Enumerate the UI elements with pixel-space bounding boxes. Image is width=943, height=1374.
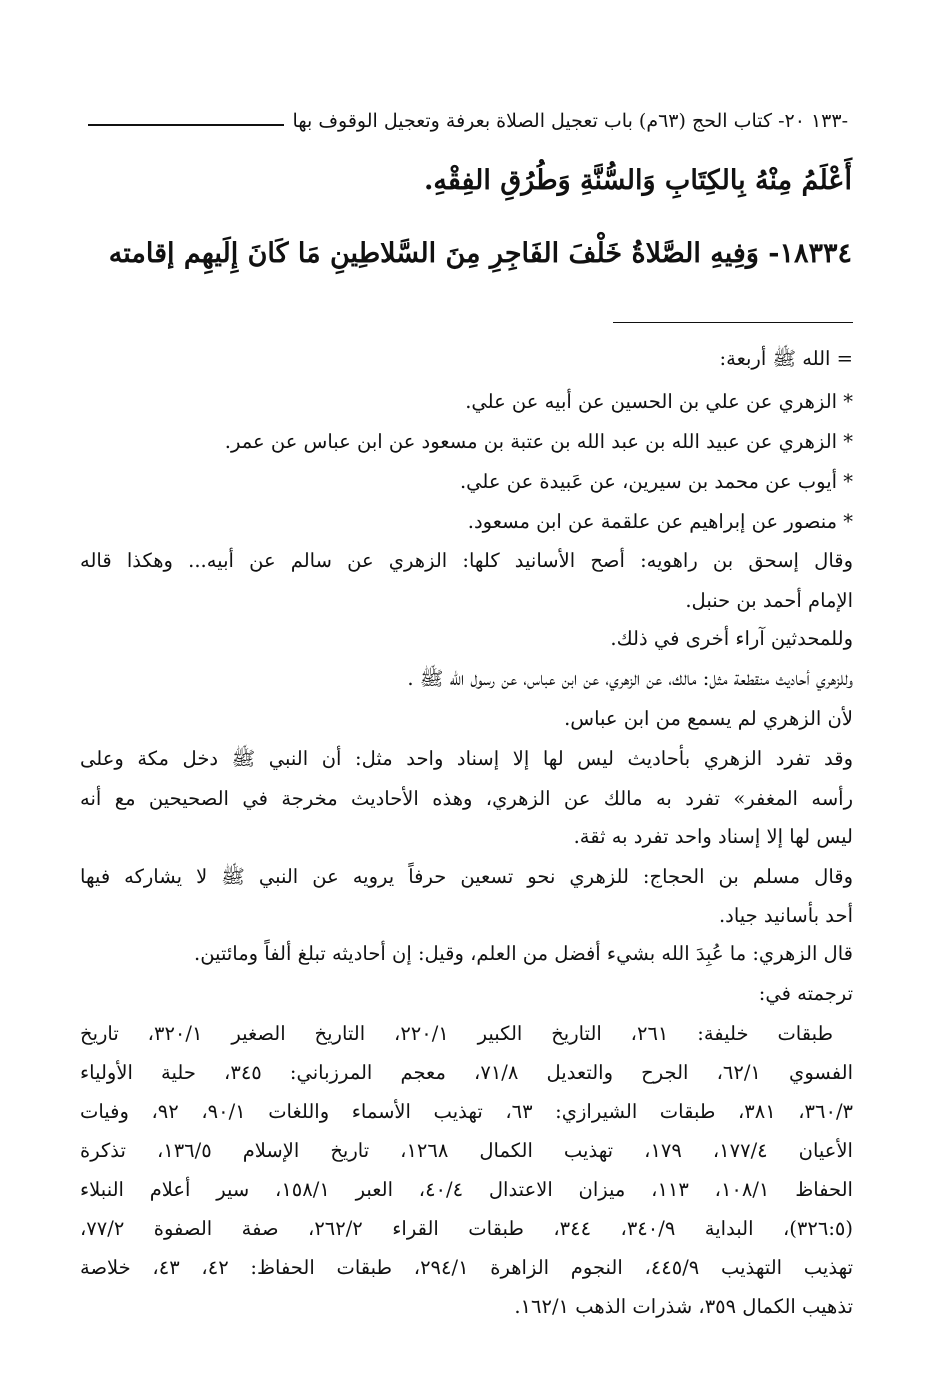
footnote-line: قال الزهري: ما عُبِدَ الله بشيء أفضل من العلم، وقيل: إن أحاديثه تبلغ ألفاً ومائتين. — [194, 942, 853, 965]
running-header — [88, 98, 848, 132]
page-number: -١٣٣ — [810, 110, 848, 132]
footnote-line: رأسه المغفر» تفرد به مالك عن الزهري، وهذه الأحاديث مخرجة في الصحيحين مع أنه — [80, 787, 853, 810]
footnote-line: طبقات خليفة: ٢٦١، التاريخ الكبير ٢٢٠/١، التاريخ الصغير ٣٢٠/١، تاريخ — [80, 1022, 834, 1045]
footnote-line: * الزهري عن عبيد الله بن عبد الله بن عتبة بن مسعود عن ابن عباس عن عمر. — [224, 430, 853, 453]
footnote-line: وقد تفرد الزهري بأحاديث ليس لها إلا إسناد واحد مثل: أن النبي ﷺ دخل مكة وعلى — [80, 747, 853, 770]
footnote-line: وقال مسلم بن الحجاج: للزهري نحو تسعين حرفاً يرويه عن النبي ﷺ لا يشاركه فيها — [80, 865, 853, 888]
footnote-line: الحفاظ ١٠٨/١، ١١٣، ميزان الاعتدال ٤٠/٤، العبر ١٥٨/١، سير أعلام النبلاء — [80, 1178, 853, 1201]
footnote-separator — [613, 322, 853, 323]
footnote-line: تذهيب الكمال ٣٥٩، شذرات الذهب ١٦٢/١. — [514, 1295, 853, 1318]
running-title: ٢٠- كتاب الحج (٦٣م) باب تعجيل الصلاة بعرفة وتعجيل الوقوف بها — [292, 110, 805, 132]
matn-line: أَعْلَمُ مِنْهُ بِالكِتَابِ وَالسُّنَّةِ وَطُرُقِ الفِقْهِ. — [423, 165, 852, 196]
footnote-line: ليس لها إلا إسناد واحد تفرد به ثقة. — [573, 825, 853, 848]
footnote-line: أحد بأسانيد جياد. — [718, 904, 853, 927]
footnote-line: = الله ﷺ أربعة: — [719, 347, 853, 370]
footnote-line: * منصور عن إبراهيم عن علقمة عن ابن مسعود. — [467, 510, 853, 533]
footnote-line: وللمحدثين آراء أخرى في ذلك. — [610, 627, 853, 650]
footnote-line: الفسوي ٦٢/١، الجرح والتعديل ٧١/٨، معجم المرزباني: ٣٤٥، حلية الأولياء — [80, 1061, 854, 1084]
footnote-line: * أيوب عن محمد بن سيرين، عن عَبيدة عن علي. — [459, 470, 853, 493]
footnote-line: * الزهري عن علي بن الحسين عن أبيه عن علي. — [465, 390, 853, 413]
footnote-line: لأن الزهري لم يسمع من ابن عباس. — [564, 707, 853, 730]
footnote-line: وقال إسحق بن راهويه: أصح الأسانيد كلها: الزهري عن سالم عن أبيه... وهكذا قاله — [80, 549, 853, 572]
footnote-line: ترجمته في: — [758, 982, 853, 1005]
footnote-line: الإمام أحمد بن حنبل. — [685, 589, 853, 612]
header-rule — [88, 124, 284, 126]
footnote-line: الأعيان ١٧٧/٤، ١٧٩، تهذيب الكمال ١٢٦٨، تاريخ الإسلام ١٣٦/٥، تذكرة — [80, 1139, 853, 1162]
footnote-line: تهذيب التهذيب ٤٤٥/٩، النجوم الزاهرة ٢٩٤/١، طبقات الحفاظ: ٤٢، ٤٣، خلاصة — [80, 1256, 854, 1279]
footnote-line: وللزهري أحاديث منقطعة مثل: مالك، عن الزهري، عن ابن عباس، عن رسول الله ﷺ . — [407, 667, 853, 690]
matn-line: ١٨٣٣٤- وَفِيهِ الصَّلاةُ خَلْفَ الفَاجِرِ مِنَ السَّلاطِينِ مَا كَانَ إِلَيهِم إقامته — [108, 238, 852, 269]
footnote-line: ٣٦٠/٣، ٣٨١، طبقات الشيرازي: ٦٣، تهذيب الأسماء واللغات ٩٠/١، ٩٢، وفيات — [80, 1100, 854, 1123]
footnote-line: (٣٢٦:٥)، البداية ٣٤٠/٩، ٣٤٤، طبقات القراء ٢٦٢/٢، صفة الصفوة ٧٧/٢، — [80, 1217, 853, 1240]
